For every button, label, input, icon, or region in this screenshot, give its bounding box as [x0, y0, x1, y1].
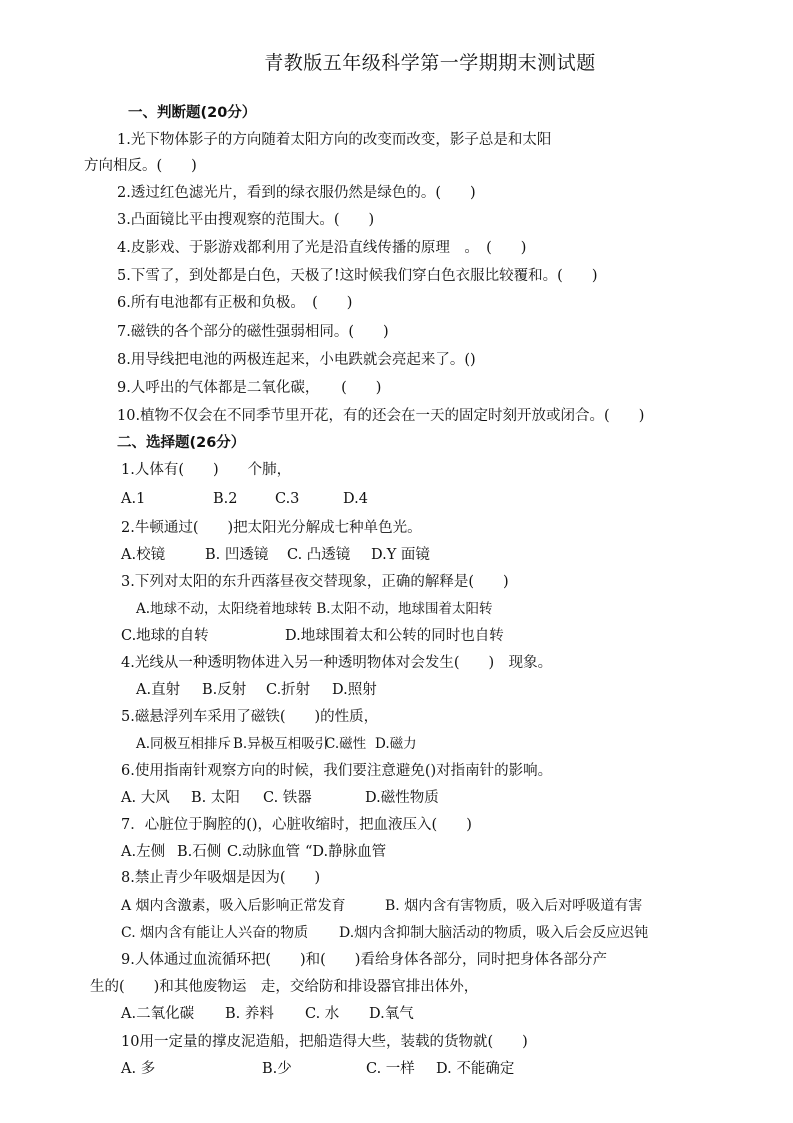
page-title: 青教版五年级科学第一学期期末测试题 — [264, 52, 596, 74]
choice-q5-options — [136, 734, 417, 754]
option: C. 一样 — [366, 1061, 415, 1077]
option: A 烟内含激素，吸入后影响正常发育 — [121, 898, 346, 914]
choice-q8: 8.禁止青少年吸烟是因为( ) — [121, 870, 321, 886]
choice-q6-options — [121, 788, 439, 808]
option: C. 烟内含有能让人兴奋的物质 — [121, 925, 309, 941]
option: A.二氧化碳 — [121, 1006, 195, 1022]
option: B.反射 — [202, 682, 247, 698]
option: D.烟内含抑制大脑活动的物质，吸入后会反应迟钝 — [339, 925, 649, 941]
option: “D.静脉血管 — [305, 844, 387, 860]
judgement-item-3: 3.凸面镜比平由搜观察的范围大。( ) — [117, 212, 375, 228]
section-heading-choice: 二、选择题(26分） — [117, 435, 246, 451]
option: C. 水 — [305, 1006, 340, 1022]
choice-q9: 9.人体通过血流循环把( )和( )看给身体各部分，同时把身体各部分产 — [121, 952, 607, 968]
option: C.3 — [275, 491, 300, 507]
option: B.少 — [262, 1061, 292, 1077]
option: D.磁性物质 — [365, 790, 439, 806]
option: D. 不能确定 — [436, 1061, 515, 1077]
option: A. 大风 — [121, 790, 170, 806]
option: B.异极互相吸引 — [233, 736, 329, 752]
judgement-item-10: 10.植物不仅会在不同季节里开花，有的还会在一天的固定时刻开放或闭合。( ) — [117, 408, 645, 424]
judgement-item-6: 6.所有电池都有正极和负极。 ( ) — [117, 295, 353, 311]
option: C.地球的自转 — [121, 628, 209, 644]
option: A.校镜 — [121, 547, 166, 563]
option: D.Y 面镜 — [371, 547, 430, 563]
option: C. 铁器 — [263, 790, 312, 806]
choice-q6: 6.使用指南针观察方向的时候，我们要注意避免()对指南针的影响。 — [121, 763, 553, 779]
option: B.2 — [213, 491, 238, 507]
judgement-item-7: 7.磁铁的各个部分的磁性强弱相同。( ) — [117, 324, 389, 340]
option: D.磁力 — [375, 736, 417, 752]
option: B. 烟内含有害物质，吸入后对呼吸道有害 — [385, 898, 643, 914]
option: D.照射 — [332, 682, 377, 698]
choice-q3-options-ab: A.地球不动，太阳绕着地球转 B.太阳不动，地球围着太阳转 — [136, 601, 493, 617]
option: C. 凸透镜 — [287, 547, 351, 563]
choice-q10-options — [121, 1059, 514, 1079]
judgement-item-4: 4.皮影戏、于影游戏都利用了光是沿直线传播的原理 。 ( ) — [117, 240, 527, 256]
choice-q9-cont: 生的( )和其他废物运 走，交给防和排设器官排出体外， — [90, 979, 479, 995]
option: B. 养料 — [225, 1006, 274, 1022]
option: D.氧气 — [369, 1006, 414, 1022]
choice-q5: 5.磁悬浮列车采用了磁铁( )的性质， — [121, 709, 379, 725]
judgement-item-1-cont: 方向相反。( ) — [84, 158, 197, 174]
option: A.左侧 — [121, 844, 166, 860]
judgement-item-8: 8.用导线把电池的两极连起来，小电跌就会亮起来了。() — [117, 352, 476, 368]
choice-q10: 10用一定量的撑皮泥造船，把船造得大些，装载的货物就( ) — [121, 1034, 528, 1050]
choice-q2-options — [121, 545, 430, 565]
option: B.石侧 — [177, 844, 222, 860]
option: A.直射 — [136, 682, 181, 698]
option: A.同极互相排斥 — [136, 736, 232, 752]
option: D.4 — [343, 491, 368, 507]
option: D.地球围着太和公转的同时也自转 — [285, 628, 504, 644]
option: B. 凹透镜 — [205, 547, 269, 563]
choice-q2: 2.牛顿通过( )把太阳光分解成七种单色光。 — [121, 520, 422, 536]
option: A.1 — [121, 491, 146, 507]
judgement-item-5: 5.下雪了，到处都是白色，天极了!这时候我们穿白色衣服比较覆和。( ) — [117, 268, 598, 284]
option: C.动脉血管 — [227, 844, 301, 860]
option: A. 多 — [121, 1061, 156, 1077]
option: B. 太阳 — [191, 790, 240, 806]
choice-q4: 4.光线从一种透明物体进入另一种透明物体对会发生( ) 现象。 — [121, 655, 553, 671]
judgement-item-1: 1.光下物体影子的方向随着太阳方向的改变而改变，影子总是和太阳 — [117, 132, 552, 148]
choice-q1: 1.人体有( ) 个肺， — [121, 462, 292, 478]
choice-q8-options-cd — [121, 923, 648, 943]
judgement-item-2: 2.透过红色滤光片，看到的绿衣服仍然是绿色的。( ) — [117, 185, 476, 201]
choice-q7: 7．心脏位于胸腔的()，心脏收缩时，把血液压入( ) — [121, 817, 472, 833]
choice-q4-options — [136, 680, 377, 700]
choice-q9-options — [121, 1004, 414, 1024]
choice-q8-options-ab — [121, 896, 642, 916]
option: C.折射 — [266, 682, 311, 698]
choice-q1-options — [121, 489, 368, 509]
choice-q3-options-cd — [121, 626, 504, 646]
choice-q7-options — [121, 842, 386, 862]
section-heading-judgement: 一、判断题(20分） — [128, 105, 257, 121]
option: C.磁性 — [325, 736, 367, 752]
judgement-item-9: 9.人呼出的气体都是二氧化碳， ( ) — [117, 380, 382, 396]
choice-q3: 3.下列对太阳的东升西落昼夜交替现象，正确的解释是( ) — [121, 574, 509, 590]
